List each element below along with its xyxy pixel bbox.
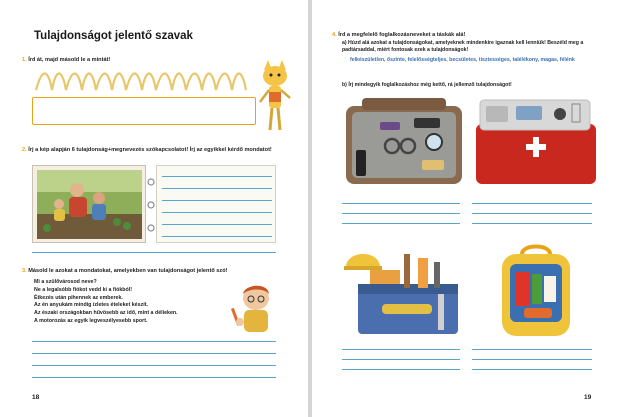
answer-line[interactable] [32,377,276,378]
sentence: Az én anyukám mindig ízletes ételeket készít. [34,302,148,309]
answer-line[interactable] [472,213,592,214]
answer-line[interactable] [472,349,592,350]
sentence-list [34,279,178,326]
task-4-number: 4. [332,32,337,38]
answer-line[interactable] [32,353,276,354]
task-4 [332,32,602,39]
answer-line[interactable] [342,359,460,360]
page-number-left: 18 [32,394,40,401]
task-2 [22,147,284,154]
sentence: Mi a szülővárosod neve? [34,279,97,285]
answer-line[interactable] [342,349,460,350]
sentence: Ne a legalsóbb fiókot vedd ki a fiókból! [34,286,133,293]
answer-line[interactable] [32,252,276,253]
task-3-text: Másold le azokat a mondatokat, amelyekben van tulajdonságot jelentő szó! [28,268,228,274]
cat-character-icon [256,58,296,134]
answer-line[interactable] [32,341,276,342]
answer-line[interactable] [472,369,592,370]
answer-line[interactable] [342,213,460,214]
answer-line[interactable] [162,212,272,213]
task-4a-text: a) Húzd alá azokat a tulajdonságokat, amelyeknek mindenkire igaznak kell lenniük! Beszéld meg a padtársaddal, miért fontosak ezek a tulajdonságok! [342,40,584,53]
task-2-number: 2. [22,147,27,153]
doctor-bag-icon [472,96,600,188]
answer-line[interactable] [162,176,272,177]
sentence: Étkezés után pihennek az emberek. [34,294,123,301]
task-2-text: Írj a kép alapján 6 tulajdonság+megnevezés szókapcsolatot! Írj az egyikkel kérdő mondatot! [28,147,272,153]
answer-line[interactable] [342,369,460,370]
task-1 [22,57,110,64]
page-number-right: 19 [584,394,592,401]
answer-line[interactable] [342,223,460,224]
page-title: Tulajdonságot jelentő szavak [34,30,193,42]
task-4-text: Írd a megfelelő foglalkozásneveket a táskák alá! [338,32,466,38]
detective-briefcase-icon [342,96,466,188]
answer-line[interactable] [162,224,272,225]
answer-line[interactable] [162,236,272,237]
word-list: felkészületlen, őszinte, felelősségteljes, becsületes, tisztességes, talélékony, magas, félénk [350,57,575,63]
photo-frame [32,165,146,243]
left-page [0,0,308,417]
answer-line[interactable] [472,203,592,204]
answer-line[interactable] [472,359,592,360]
answer-line[interactable] [162,188,272,189]
answer-line[interactable] [32,365,276,366]
answer-line[interactable] [472,223,592,224]
pattern-sample-icon [34,66,254,96]
sentence: A motorozás az egyik legveszélyesebb sport. [34,317,148,324]
answer-line[interactable] [162,200,272,201]
answer-line[interactable] [342,203,460,204]
sentence: Az északi országokban hűvösebb az idő, mint a délieken. [34,310,178,317]
school-backpack-icon [488,244,584,340]
writing-box[interactable] [32,97,256,125]
builder-toolbox-icon [342,244,466,340]
task-3-number: 3. [22,268,27,274]
task-1-text: Írd át, majd másold le a mintát! [28,57,111,63]
gardening-photo-icon [37,170,142,239]
task-3 [22,268,284,275]
right-page [312,0,620,417]
task-1-number: 1. [22,57,27,63]
boy-writing-icon [230,282,276,334]
task-4b-text: b) Írj mindegyik foglalkozáshoz még kettő, rá jellemző tulajdonságot! [342,82,512,88]
